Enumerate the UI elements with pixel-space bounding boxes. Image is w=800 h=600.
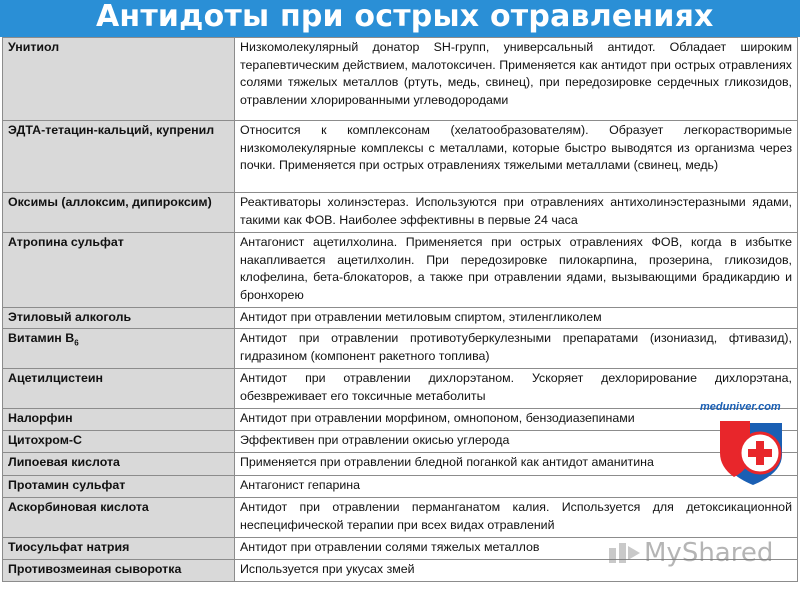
row-description: Антагонист гепарина <box>235 476 798 498</box>
row-name: Аскорбиновая кислота <box>3 498 235 538</box>
site-logo-text: meduniver.com <box>700 401 781 413</box>
row-name-subscript: 6 <box>74 338 79 348</box>
table-row <box>3 498 798 538</box>
medical-cross-logo-icon <box>712 403 798 489</box>
row-name: Налорфин <box>3 409 235 431</box>
row-description: Антидот при отравлении метиловым спиртом, этиленгликолем <box>235 308 798 329</box>
title-banner <box>0 0 800 37</box>
row-name-text: Витамин В <box>8 331 75 345</box>
table-row <box>3 476 798 498</box>
row-description: Относится к комплексонам (хелатообразователям). Образует легкорастворимые низкомолекулярные комплексы с металлами, которые быстро выводятся из организма через почки. Применяется при острых отравлениях тяжелыми металлами (свинец, медь) <box>235 121 798 193</box>
row-name: Цитохром-С <box>3 431 235 453</box>
row-description: Антагонист ацетилхолина. Применяется при острых отравлениях ФОВ, когда в избытке накапливается ацетилхолин. При передозировке пилокарпина, прозерина, гликозидов, клофелина, бета-блокаторов, а также при отравлении ядами, вызывающими брадикардию и бронхорею <box>235 233 798 308</box>
row-description: Антидот при отравлении солями тяжелых металлов <box>235 538 798 560</box>
row-description: Антидот при отравлении перманганатом калия. Используется для детоксикационной неспецифической терапии при всех видах отравлений <box>235 498 798 538</box>
row-description: Антидот при отравлении противотуберкулезными препаратами (изониазид, фтивазид), гидразином (компонент ракетного топлива) <box>235 329 798 369</box>
table-row <box>3 431 798 453</box>
row-description: Антидот при отравлении морфином, омнопоном, бензодиазепинами <box>235 409 798 431</box>
row-name: Противозмеиная сыворотка <box>3 560 235 582</box>
row-name: Тиосульфат натрия <box>3 538 235 560</box>
row-name: ЭДТА-тетацин-кальций, купренил <box>3 121 235 193</box>
table-row <box>3 308 798 329</box>
row-name: Липоевая кислота <box>3 453 235 476</box>
myshared-watermark: MyShared <box>644 538 774 568</box>
row-name <box>3 329 235 369</box>
table-row <box>3 38 798 121</box>
row-name: Этиловый алкоголь <box>3 308 235 329</box>
row-name: Ацетилцистеин <box>3 369 235 409</box>
row-description: Используется при укусах змей <box>235 560 798 582</box>
table-row <box>3 121 798 193</box>
row-name: Оксимы (аллоксим, дипироксим) <box>3 193 235 233</box>
row-name: Протамин сульфат <box>3 476 235 498</box>
row-description: Эффективен при отравлении окисью углерода <box>235 431 798 453</box>
row-description: Реактиваторы холинэстераз. Используются при отравлениях антихолинэстеразными ядами, такими как ФОВ. Наиболее эффективны в первые 24 часа <box>235 193 798 233</box>
row-description: Антидот при отравлении дихлорэтаном. Ускоряет дехлорирование дихлорэтана, обезвреживает его токсичные метаболиты <box>235 369 798 409</box>
row-description: Применяется при отравлении бледной поганкой как антидот аманитина <box>235 453 798 476</box>
page-title: Антидоты при острых отравлениях <box>96 0 714 34</box>
table-row <box>3 233 798 308</box>
row-description: Низкомолекулярный донатор SH-групп, универсальный антидот. Обладает широким терапевтическим действием, малотоксичен. Применяется как антидот при острых отравлениях солями тяжелых металлов (ртуть, медь, свинец), при передозировке сердечных гликозидов, отравлении хлорированными углеводородами <box>235 38 798 121</box>
antidotes-table <box>2 37 798 582</box>
table-row <box>3 329 798 369</box>
table-row <box>3 193 798 233</box>
row-name: Унитиол <box>3 38 235 121</box>
table-row <box>3 369 798 409</box>
table-row <box>3 409 798 431</box>
table-row <box>3 453 798 476</box>
row-name: Атропина сульфат <box>3 233 235 308</box>
myshared-watermark-icon <box>606 540 642 566</box>
